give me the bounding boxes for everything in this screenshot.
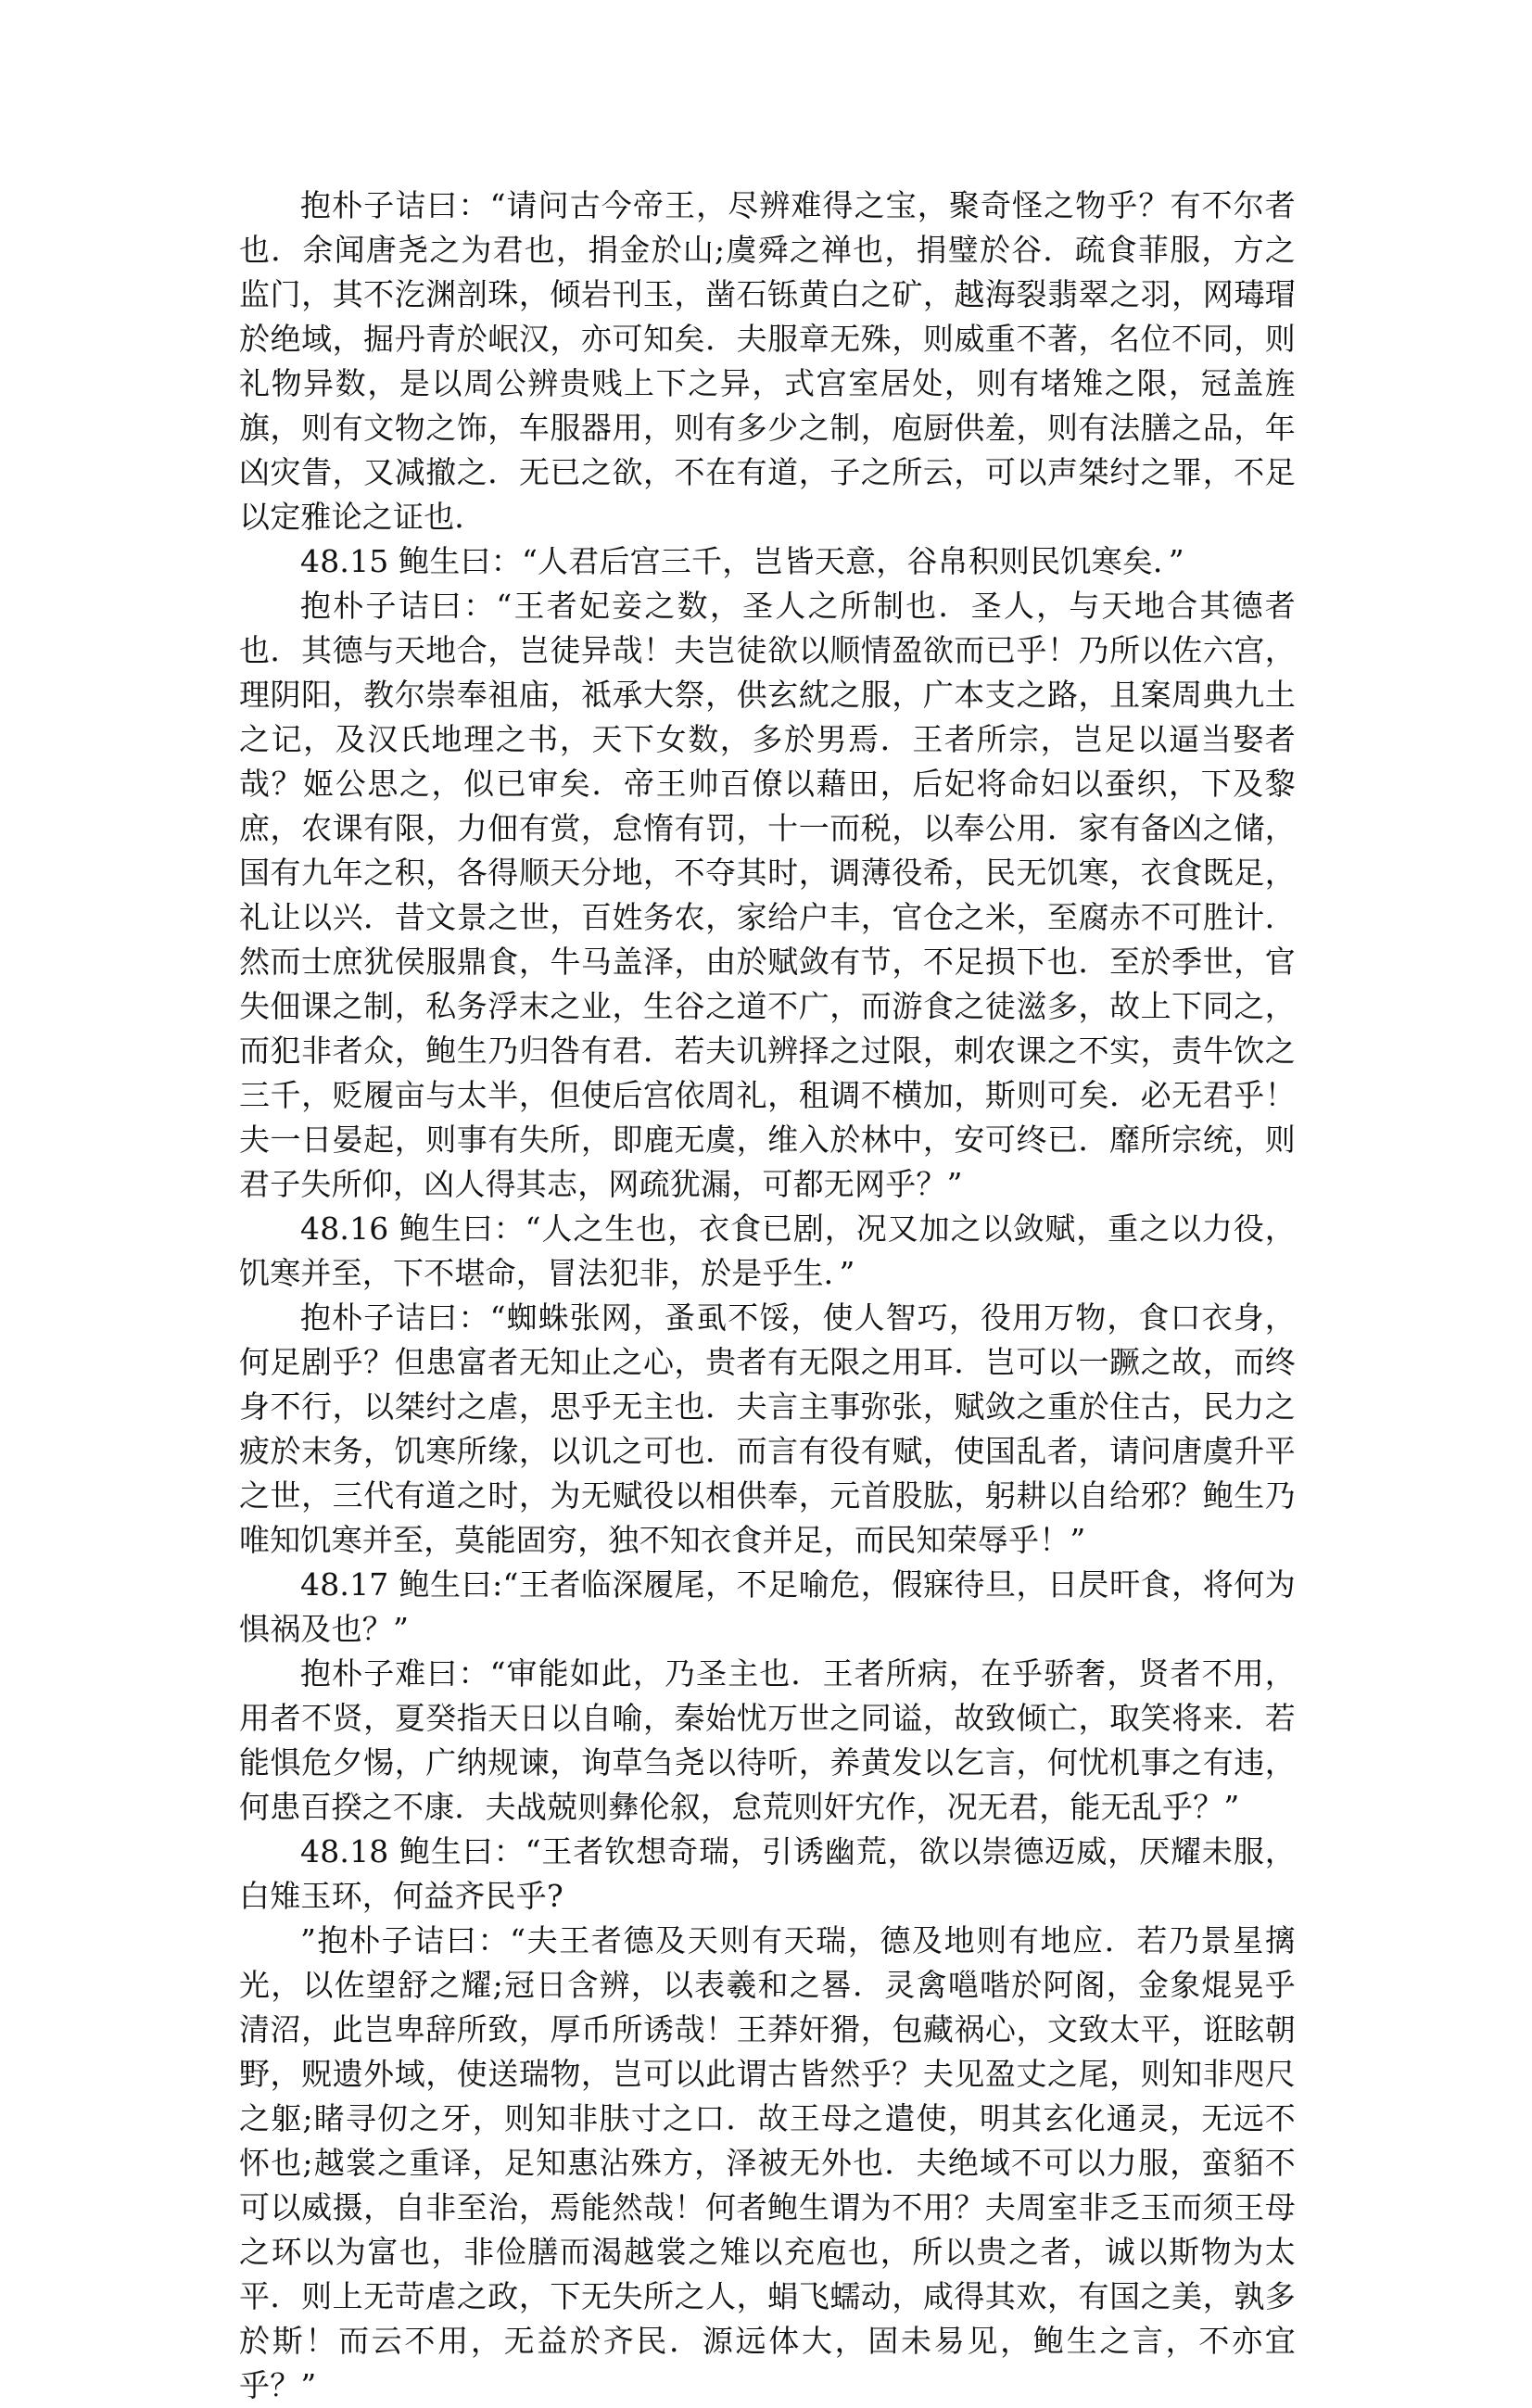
paragraph-ge-hong-reply-omens: ”抱朴子诘曰：“夫王者德及天则有天瑞，德及地则有地应．若乃景星摛光，以佐望舒之耀;冠日含辨，以表羲和之晷．灵禽嗈喈於阿阁，金象焜晃乎清沼，此岂卑辞所致，厚币所诱哉！王莽奸猾，包藏祸心，文致太平，诳眩朝野，贶遗外域，使送瑞物，岂可以此谓古皆然乎？夫见盈丈之尾，则知非咫尺之躯;睹寻仞之牙，则知非肤寸之口．故王母之遣使，明其玄化通灵，无远不怀也;越裳之重译，足知惠沾殊方，泽被无外也．夫绝域不可以力服，蛮貊不可以威摄，自非至治，焉能然哉！何者鲍生谓为不用？夫周室非乏玉而须王母之环以为富也，非俭膳而渴越裳之雉以充庖也，所以贵之者，诚以斯物为太平．则上无苛虐之政，下无失所之人，蜎飞蠕动，咸得其欢，有国之美，孰多於斯！而云不用，无益於齐民．源远体大，固未易见，鲍生之言，不亦宜乎？” (239, 1922, 1296, 2403)
paragraph-ge-hong-reply-vigilance: 抱朴子难曰：“审能如此，乃圣主也．王者所病，在乎骄奢，贤者不用，用者不贤，夏癸指天日以自喻，秦始忧万世之同谥，故致倾亡，取笑将来．若能惧危夕惕，广纳规谏，询草刍尧以待听，养黄发以乞言，何忧机事之有违，何患百揆之不康．夫战兢则彝伦叙，怠荒则奸宄作，况无君，能无乱乎？” (239, 1655, 1296, 1825)
paragraph-48-17-bao-sheng: 48.17 鲍生曰:“王者临深履尾，不足喻危，假寐待旦，日昃旰食，将何为惧祸及也？” (239, 1566, 1296, 1647)
document-page (239, 184, 1296, 2408)
paragraph-ge-hong-reply-consorts: 抱朴子诘曰：“王者妃妾之数，圣人之所制也．圣人，与天地合其德者也．其德与天地合，岂徒异哉！夫岂徒欲以顺情盈欲而已乎！乃所以佐六宫，理阴阳，教尔崇奉祖庙，祗承大祭，供玄紞之服，广本支之路，且案周典九土之记，及汉氏地理之书，天下女数，多於男焉．王者所宗，岂足以逼当娶者哉？姬公思之，似已审矣．帝王帅百僚以藉田，后妃将命妇以蚕织，下及黎庶，农课有限，力佃有赏，怠惰有罚，十一而税，以奉公用．家有备凶之储，国有九年之积，各得顺天分地，不夺其时，调薄役希，民无饥寒，衣食既足，礼让以兴．昔文景之世，百姓务农，家给户丰，官仓之米，至腐赤不可胜计．然而士庶犹侯服鼎食，牛马盖泽，由於赋敛有节，不足损下也．至於季世，官失佃课之制，私务浮末之业，生谷之道不广，而游食之徒滋多，故上下同之，而犯非者众，鲍生乃归咎有君．若夫讥辨择之过限，刺农课之不实，责牛饮之三千，贬履亩与太半，但使后宫依周礼，租调不横加，斯则可矣．必无君乎！夫一日晏起，则事有失所，即鹿无虞，维入於林中，安可终已．靡所宗统，则君子失所仰，凶人得其志，网疏犹漏，可都无网乎？” (239, 588, 1296, 1202)
paragraph-48-15-bao-sheng: 48.15 鲍生曰：“人君后宫三千，岂皆天意，谷帛积则民饥寒矣．” (300, 543, 1184, 579)
paragraph-ge-hong-reply-treasures: 抱朴子诘曰：“请问古今帝王，尽辨难得之宝，聚奇怪之物乎？有不尔者也．余闻唐尧之为君也，捐金於山;虞舜之禅也，捐璧於谷．疏食菲服，方之监门，其不汔渊剖珠，倾岩刊玉，凿石铄黄白之矿，越海裂翡翠之羽，网瑇瑁於绝域，掘丹青於岷汉，亦可知矣．夫服章无殊，则威重不著，名位不同，则礼物异数，是以周公辨贵贱上下之异，式宫室居处，则有堵雉之限，冠盖旌旗，则有文物之饰，车服器用，则有多少之制，庖厨供羞，则有法膳之品，年凶灾眚，又减撤之．无已之欲，不在有道，子之所云，可以声桀纣之罪，不足以定雅论之证也． (239, 187, 1296, 535)
paragraph-48-16-bao-sheng: 48.16 鲍生曰：“人之生也，衣食已剧，况又加之以敛赋，重之以力役，饥寒并至，下不堪命，冒法犯非，於是乎生．” (239, 1210, 1296, 1291)
paragraph-48-18-bao-sheng: 48.18 鲍生曰：“王者钦想奇瑞，引诱幽荒，欲以崇德迈威，厌耀未服，白雉玉环，何益齐民乎? (239, 1833, 1296, 1914)
paragraph-ge-hong-reply-taxes: 抱朴子诘曰：“蜘蛛张网，蚤虱不馁，使人智巧，役用万物，食口衣身，何足剧乎？但患富者无知止之心，贵者有无限之用耳．岂可以一蹶之故，而终身不行，以桀纣之虐，思乎无主也．夫言主事弥张，赋敛之重於住古，民力之疲於末务，饥寒所缘，以讥之可也．而言有役有赋，使国乱者，请问唐虞升平之世，三代有道之时，为无赋役以相供奉，元首股肱，躬耕以自给邪？鲍生乃唯知饥寒并至，莫能固穷，独不知衣食并足，而民知荣辱乎！” (239, 1299, 1296, 1558)
